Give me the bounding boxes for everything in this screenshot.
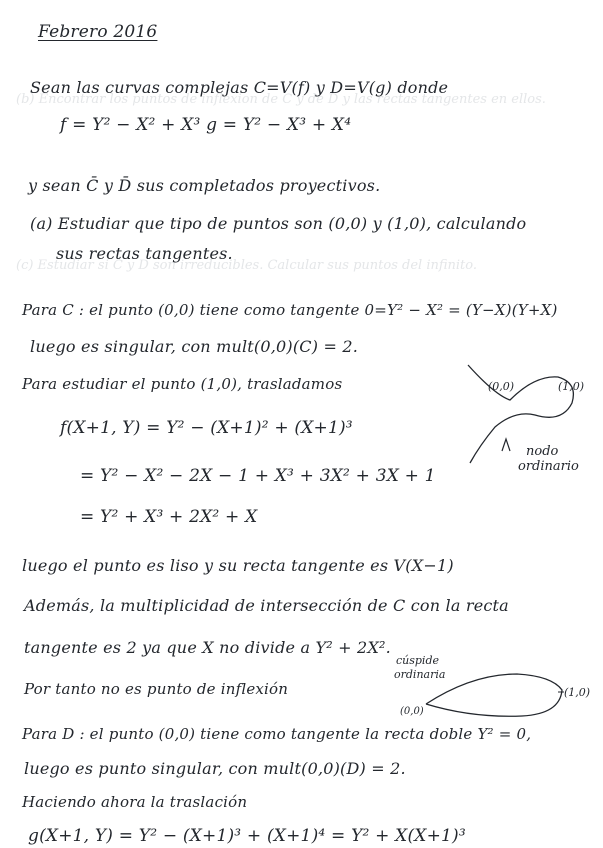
text-line: luego es singular, con mult(0,0)(C) = 2.	[30, 337, 359, 356]
text-line: sus rectas tangentes.	[56, 244, 233, 263]
node-diagram	[440, 355, 590, 475]
label-ordinary: ordinario	[518, 459, 579, 474]
text-line: Para C : el punto (0,0) tiene como tangente 0=Y² − X² = (Y−X)(Y+X)	[22, 301, 558, 319]
label-origin: (0,0)	[488, 380, 515, 393]
text-line: Para estudiar el punto (1,0), trasladamos	[22, 375, 343, 393]
text-line: Sean las curvas complejas C=V(f) y D=V(g) donde	[30, 78, 449, 97]
label-cusp: cúspide	[396, 654, 440, 667]
text-line: Además, la multiplicidad de intersección de C con la recta	[24, 596, 509, 615]
text-line: tangente es 2 ya que X no divide a Y² + 2X².	[24, 638, 391, 657]
text-line: Por tanto no es punto de inflexión	[24, 680, 289, 698]
text-line: luego es punto singular, con mult(0,0)(D) = 2.	[24, 759, 406, 778]
text-line: f(X+1, Y) = Y² − (X+1)² + (X+1)³	[60, 418, 353, 438]
text-line: Haciendo ahora la traslación	[22, 793, 248, 811]
text-line: y sean C̄ y D̄ sus completados proyectivos.	[28, 176, 381, 195]
ghost-line: (b) Encontrar los puntos de inflexion de C y de D y las rectas tangentes en ellos.	[16, 92, 546, 107]
label-point: (1,0)	[558, 380, 585, 393]
text-line: f = Y² − X² + X³ g = Y² − X³ + X⁴	[60, 115, 352, 135]
text-line: luego el punto es liso y su recta tangente es V(X−1)	[22, 556, 454, 575]
label-node: nodo	[526, 444, 559, 459]
label-origin-cusp: (0,0)	[400, 706, 424, 717]
text-line: Para D : el punto (0,0) tiene como tangente la recta doble Y² = 0,	[22, 725, 532, 743]
cusp-curve	[426, 674, 562, 716]
label-ordinary-cusp: ordinaria	[394, 668, 446, 681]
text-line: Febrero 2016	[38, 22, 158, 42]
text-line: = Y² + X³ + 2X² + X	[80, 507, 258, 527]
text-line: g(X+1, Y) = Y² − (X+1)³ + (X+1)⁴ = Y² + X(X+1)³	[28, 826, 466, 846]
cusp-diagram	[392, 652, 597, 727]
label-point-cusp: (1,0)	[564, 686, 591, 699]
ghost-line: (c) Estudiar si C y D son irreducibles. Calcular sus puntos del infinito.	[16, 258, 478, 273]
text-line: = Y² − X² − 2X − 1 + X³ + 3X² + 3X + 1	[80, 466, 436, 486]
text-line: (a) Estudiar que tipo de puntos son (0,0) y (1,0), calculando	[30, 214, 527, 233]
node-arrow	[502, 439, 510, 451]
